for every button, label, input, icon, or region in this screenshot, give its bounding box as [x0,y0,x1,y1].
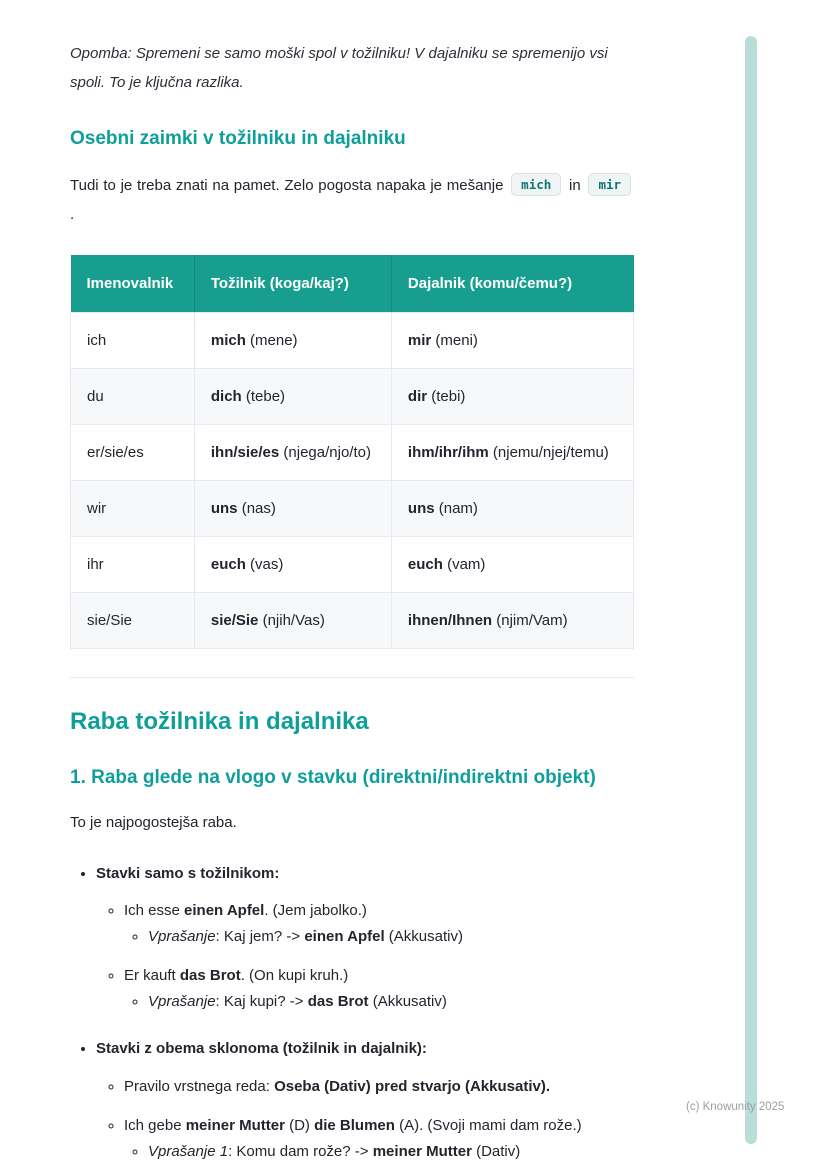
cell-dative: ihm/ihr/ihm (njemu/njej/temu) [391,424,633,480]
cell-nominative: sie/Sie [71,592,195,648]
cell-dative: dir (tebi) [391,368,633,424]
pronouns-intro-paragraph: Tudi to je treba znati na pamet. Zelo pogosta napaka je mešanje mich in mir . [70,171,634,230]
watermark: (c) Knowunity 2025 [686,1101,785,1113]
page-edge-accent [745,36,757,1144]
question-list [124,1140,634,1165]
usage-intro-paragraph: To je najpogostejša raba. [70,813,237,831]
cell-nominative: wir [71,480,195,536]
question-list [124,990,634,1015]
table-row [71,368,634,424]
examples-list [96,899,634,1014]
cell-accusative: uns (nas) [194,480,391,536]
cell-dative: ihnen/Ihnen (njim/Vam) [391,592,633,648]
section-heading-pronouns: Osebni zaimki v tožilniku in dajalniku [70,128,406,149]
section-heading-usage: Raba tožilnika in dajalnika [70,707,369,735]
header-cell-accusative: Tožilnik (koga/kaj?) [194,255,391,313]
table-row [71,592,634,648]
question-item [148,990,634,1015]
table-row [71,312,634,368]
inline-code-mich: mich [511,173,561,196]
cell-accusative: euch (vas) [194,536,391,592]
examples-list [96,1075,634,1164]
table-header-row [71,255,634,313]
cell-nominative: ich [71,312,195,368]
table-row [71,424,634,480]
rule-word-order [124,1075,634,1100]
example-er-kauft [124,964,634,1015]
document-content [70,40,634,1164]
cell-dative: mir (meni) [391,312,633,368]
cell-nominative: du [71,368,195,424]
example-text: Er kauft das Brot. (On kupi kruh.) [124,966,349,984]
header-cell-dative: Dajalnik (komu/čemu?) [391,255,633,313]
table-row [71,480,634,536]
question-item [148,925,634,950]
note-text: Opomba: Spremeni se samo moški spol v tožilniku! V dajalniku se spremenijo vsi spoli. To je ključna razlika. [70,45,608,91]
list-item-title: Stavki samo s tožilnikom: [96,864,280,882]
usage-list [70,862,634,1165]
divider [70,677,634,678]
question-item [148,1140,634,1165]
example-ich-gebe [124,1114,634,1165]
list-item-both-cases [96,1037,634,1164]
inline-code-mir: mir [588,173,631,196]
question-text: Vprašanje: Kaj kupi? -> das Brot (Akkusativ) [148,992,447,1010]
cell-accusative: mich (mene) [194,312,391,368]
question-text: Vprašanje 1: Komu dam rože? -> meiner Mutter (Dativ) [148,1142,521,1160]
cell-accusative: ihn/sie/es (njega/njo/to) [194,424,391,480]
header-cell-nominative: Imenovalnik [71,255,195,313]
pronoun-table [70,255,634,649]
cell-dative: euch (vam) [391,536,633,592]
rule-text: Pravilo vrstnega reda: Oseba (Dativ) pred stvarjo (Akkusativ). [124,1078,550,1095]
list-item-accusative-only [96,862,634,1015]
cell-accusative: sie/Sie (njih/Vas) [194,592,391,648]
question-list [124,925,634,950]
example-text: Ich gebe meiner Mutter (D) die Blumen (A). (Svoji mami dam rože.) [124,1116,582,1134]
example-ich-esse [124,899,634,950]
cell-accusative: dich (tebe) [194,368,391,424]
table-row [71,536,634,592]
cell-dative: uns (nam) [391,480,633,536]
question-text: Vprašanje: Kaj jem? -> einen Apfel (Akkusativ) [148,928,463,945]
list-item-title: Stavki z obema sklonoma (tožilnik in dajalnik): [96,1040,427,1058]
subsection-heading-role: 1. Raba glede na vlogo v stavku (direktni/indirektni objekt) [70,766,596,788]
cell-nominative: ihr [71,536,195,592]
example-text: Ich esse einen Apfel. (Jem jabolko.) [124,902,367,920]
cell-nominative: er/sie/es [71,424,195,480]
